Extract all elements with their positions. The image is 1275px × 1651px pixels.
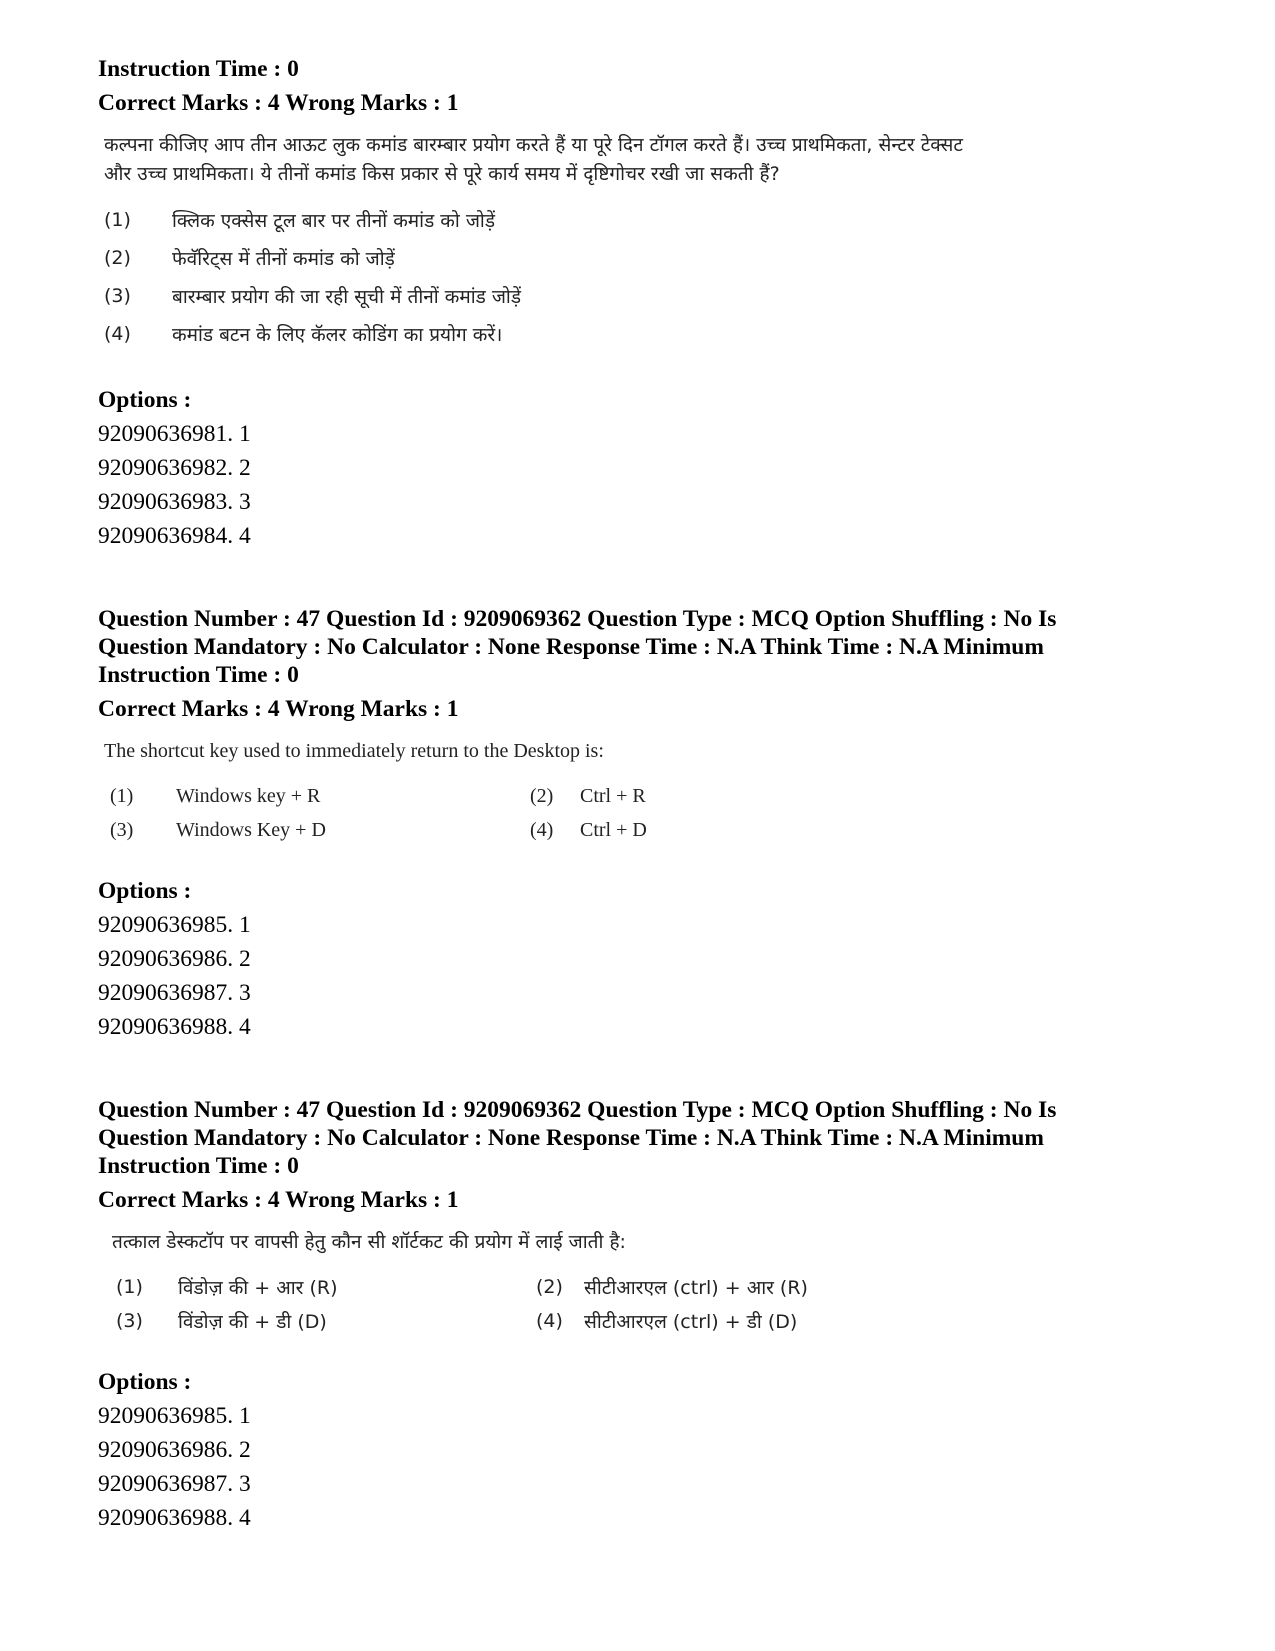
header-line: Question Number : 47 Question Id : 9209069362 Question Type : MCQ Option Shuffling : No Is [98, 1097, 1057, 1123]
header-line: Question Mandatory : No Calculator : None Response Time : N.A Think Time : N.A Minimum [98, 634, 1044, 660]
option-item: 92090636984. 4 [98, 523, 251, 549]
option-item: 92090636987. 3 [98, 980, 251, 1006]
choice-number: (3) [116, 1310, 143, 1332]
option-item: 92090636986. 2 [98, 946, 251, 972]
header-line: Question Number : 47 Question Id : 9209069362 Question Type : MCQ Option Shuffling : No Is [98, 606, 1057, 632]
choice-number: (2) [530, 784, 554, 807]
choice-item [530, 782, 950, 810]
question-stem: कल्पना कीजिए आप तीन आऊट लुक कमांड बारम्बार प्रयोग करते हैं या पूरे दिन टॉगल करते हैं। उच्च प्राथमिकता, सेन्टर टेक्सट और उच्च प्राथमिकता। ये तीनों कमांड किस प्रकार से पूरे कार्य समय में दृष्टिगोचर रखी जा सकती हैं? [104, 134, 963, 185]
choice-text: विंडोज़ की + डी (D) [178, 1311, 327, 1333]
choice-number: (3) [110, 818, 134, 841]
option-item: 92090636983. 3 [98, 489, 251, 515]
options-list [98, 383, 1188, 553]
option-item: 92090636985. 1 [98, 1403, 251, 1429]
question-image [98, 131, 1188, 353]
choice-number: (1) [104, 209, 131, 231]
choice-grid [98, 1273, 1188, 1335]
choice-text: फेवॅरिट्स में तीनों कमांड को जोड़ें [172, 248, 395, 270]
choice-text: बारम्बार प्रयोग की जा रही सूची में तीनों कमांड जोड़ें [172, 286, 522, 308]
option-item: 92090636988. 4 [98, 1014, 251, 1040]
choice-text: Windows Key + D [176, 818, 326, 841]
marks-line: Correct Marks : 4 Wrong Marks : 1 [98, 1187, 459, 1213]
question-header [98, 55, 1188, 117]
choice-text: Ctrl + R [580, 784, 646, 807]
question-image [98, 1228, 1188, 1335]
question-block-2 [98, 605, 1188, 1044]
option-item: 92090636987. 3 [98, 1471, 251, 1497]
question-header [98, 605, 1188, 723]
question-stem: तत्काल डेस्कटॉप पर वापसी हेतु कौन सी शॉर्टकट की प्रयोग में लाई जाती है: [112, 1231, 626, 1253]
choice-item [536, 1307, 956, 1335]
header-line: Question Mandatory : No Calculator : None Response Time : N.A Think Time : N.A Minimum [98, 1125, 1044, 1151]
options-title: Options : [98, 387, 192, 413]
choice-number: (2) [536, 1276, 563, 1298]
choice-item [116, 1307, 536, 1335]
header-line: Instruction Time : 0 [98, 662, 299, 688]
choice-item [530, 816, 950, 844]
choice-grid [98, 782, 1188, 844]
choice-item [116, 1273, 536, 1301]
question-header [98, 1096, 1188, 1214]
instruction-time: Instruction Time : 0 [98, 56, 299, 82]
option-item: 92090636986. 2 [98, 1437, 251, 1463]
options-list [98, 874, 1188, 1044]
choice-item [98, 239, 1188, 277]
choice-item [110, 816, 530, 844]
option-item: 92090636982. 2 [98, 455, 251, 481]
choice-text: सीटीआरएल (ctrl) + आर (R) [584, 1277, 808, 1299]
choice-item [98, 201, 1188, 239]
option-item: 92090636988. 4 [98, 1505, 251, 1531]
marks-line: Correct Marks : 4 Wrong Marks : 1 [98, 90, 459, 116]
question-block-1 [98, 55, 1188, 553]
choice-item [536, 1273, 956, 1301]
question-block-3 [98, 1096, 1188, 1535]
header-line: Instruction Time : 0 [98, 1153, 299, 1179]
choice-text: Ctrl + D [580, 818, 647, 841]
choice-number: (3) [104, 285, 131, 307]
option-item: 92090636981. 1 [98, 421, 251, 447]
choice-number: (4) [530, 818, 554, 841]
choice-list [98, 201, 1188, 353]
marks-line: Correct Marks : 4 Wrong Marks : 1 [98, 696, 459, 722]
question-stem: The shortcut key used to immediately return to the Desktop is: [104, 740, 604, 762]
choice-text: सीटीआरएल (ctrl) + डी (D) [584, 1311, 798, 1333]
options-title: Options : [98, 878, 192, 904]
choice-number: (1) [110, 784, 134, 807]
choice-item [110, 782, 530, 810]
choice-number: (4) [536, 1310, 563, 1332]
choice-item [98, 277, 1188, 315]
choice-item [98, 315, 1188, 353]
options-list [98, 1365, 1188, 1535]
question-image [98, 737, 1188, 844]
option-item: 92090636985. 1 [98, 912, 251, 938]
choice-text: क्लिक एक्सेस टूल बार पर तीनों कमांड को जोड़ें [172, 210, 496, 232]
choice-number: (4) [104, 323, 131, 345]
choice-text: कमांड बटन के लिए कॅलर कोडिंग का प्रयोग करें। [172, 324, 503, 346]
question-paper-page [98, 55, 1188, 1535]
options-title: Options : [98, 1369, 192, 1395]
choice-text: विंडोज़ की + आर (R) [178, 1277, 338, 1299]
choice-number: (1) [116, 1276, 143, 1298]
choice-number: (2) [104, 247, 131, 269]
choice-text: Windows key + R [176, 784, 321, 807]
